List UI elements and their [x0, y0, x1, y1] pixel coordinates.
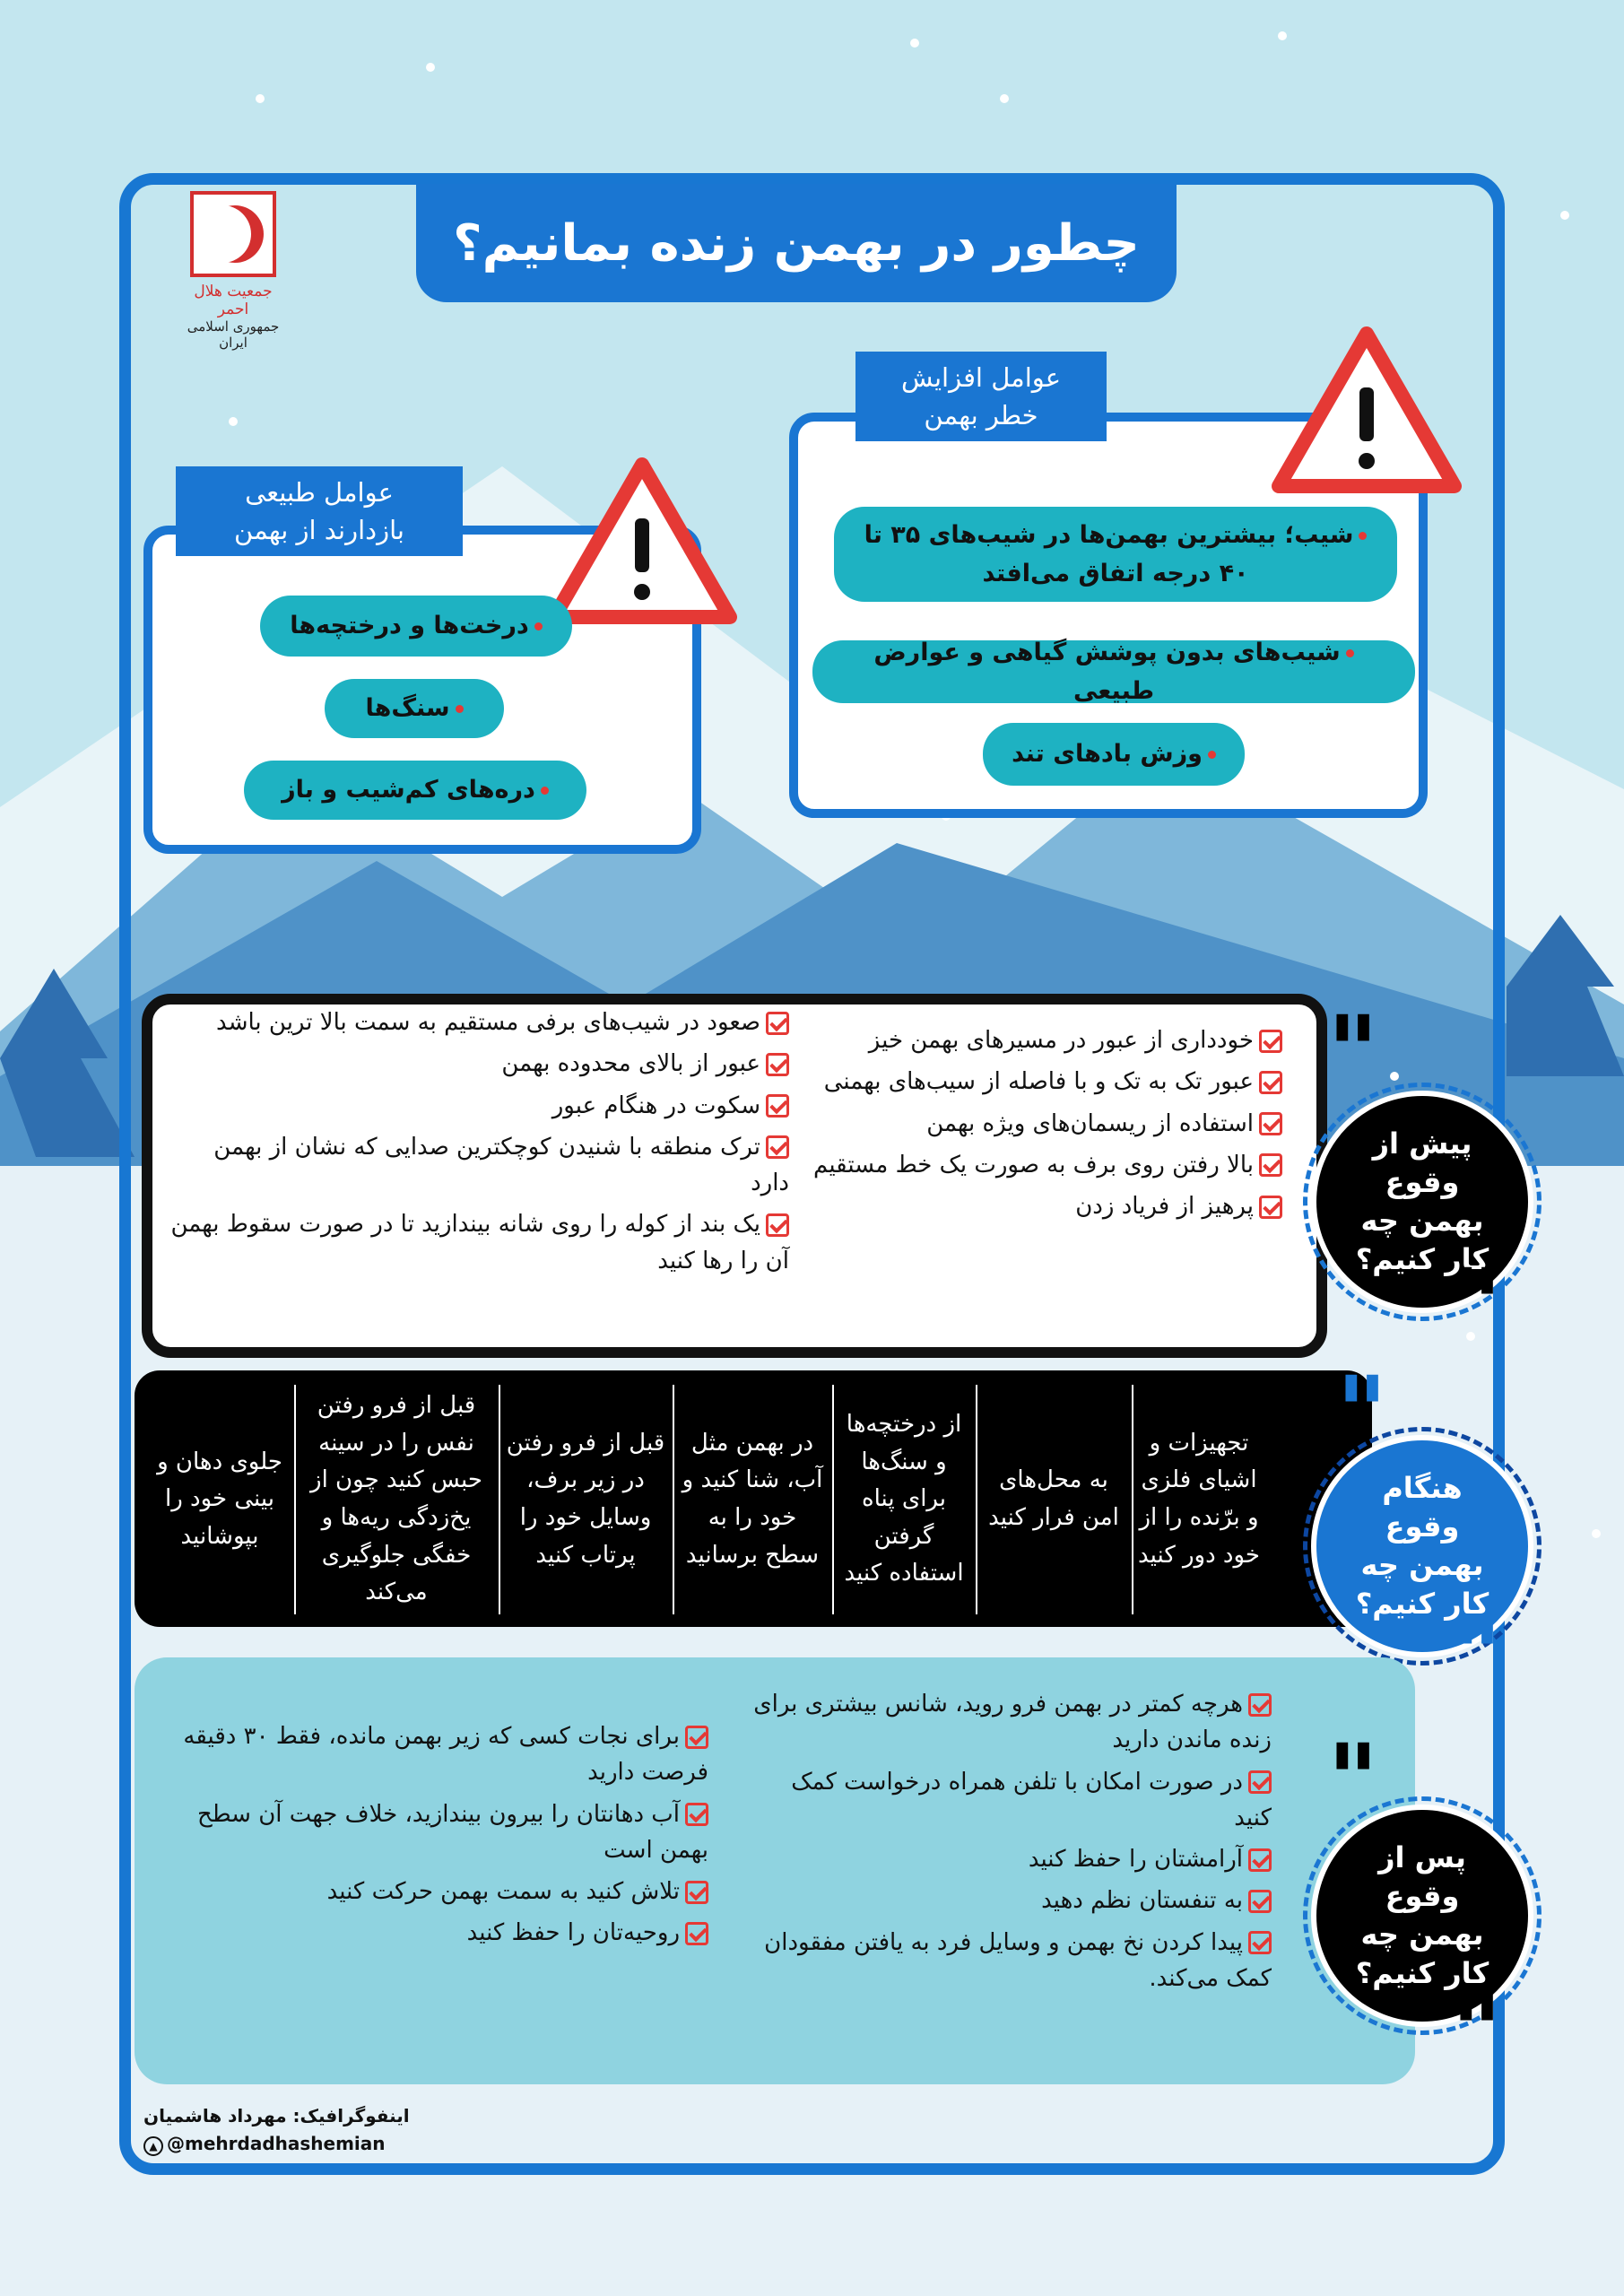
credit-text: اینفوگرافیک: مهرداد هاشمیان: [143, 2105, 410, 2126]
barrier-tab-line2: بازدارند از بهمن: [234, 515, 404, 545]
checkbox-icon: [1259, 1030, 1282, 1053]
checkbox-icon: [1259, 1196, 1282, 1219]
after-item: آرامشتان را حفظ کنید: [751, 1841, 1272, 1877]
checkbox-icon: [1259, 1112, 1282, 1135]
page-title: چطور در بهمن زنده بمانیم؟: [416, 184, 1177, 302]
during-cell: جلوی دهان و بینی خود را بپوشانید: [157, 1448, 282, 1550]
checkbox-icon: [685, 1726, 708, 1749]
checkbox-icon: [766, 1053, 789, 1076]
quote-icon: ": [1327, 994, 1379, 1109]
logo-line2: جمهوری اسلامی ایران: [187, 318, 280, 351]
before-item: سکوت در هنگام عبور: [170, 1088, 789, 1124]
quote-icon: ": [1327, 1722, 1379, 1838]
barrier-item: دره‌های کم‌شیب و باز: [244, 761, 586, 820]
warning-icon: [1272, 325, 1462, 495]
during-cell: قبل از فرو رفتن نفس را در سینه حبس کنید چون از یخ‌زدگی ریه‌ها و خفگی جلوگیری می‌کند: [310, 1392, 482, 1606]
during-cell: قبل از فرو رفتن در زیر برف، وسایل خود را پرتاب کنید: [506, 1429, 665, 1569]
divider: [499, 1385, 500, 1614]
risk-item: شیب‌های بدون پوشش گیاهی و عوارض طبیعی: [812, 640, 1415, 703]
telegram-handle: ▲ @mehrdadhashemian: [143, 2133, 386, 2156]
checkbox-icon: [685, 1803, 708, 1826]
checkbox-icon: [1248, 1770, 1272, 1794]
before-item: صعود در شیب‌های برفی مستقیم به سمت بالا ترین باشد: [170, 1004, 789, 1040]
risk-factors-tab: [855, 352, 1107, 441]
after-item: در صورت امکان با تلفن همراه درخواست کمک کنید: [791, 1768, 1272, 1831]
barrier-item: درخت‌ها و درختچه‌ها: [260, 596, 572, 657]
divider: [976, 1385, 977, 1614]
after-item: تلاش کنید به سمت بهمن حرکت کنید: [170, 1874, 708, 1909]
after-right-column: [751, 1686, 1272, 2002]
after-item: برای نجات کسی که زیر بهمن مانده، فقط ۳۰ دقیقه فرصت دارید: [183, 1723, 708, 1787]
before-badge-text: پیش از وقوع بهمن چه کار کنیم؟: [1355, 1126, 1489, 1277]
divider: [294, 1385, 296, 1614]
barrier-tab-line1: عوامل طبیعی: [245, 476, 394, 508]
risk-item: وزش بادهای تند: [983, 723, 1245, 786]
barrier-item: سنگ‌ها: [325, 679, 504, 738]
before-item: ترک منطقه با شنیدن کوچکترین صدایی که نشان از بهمن دارد: [213, 1133, 789, 1197]
during-cell: به محل‌های امن فرار کنید: [988, 1466, 1119, 1531]
during-cell: تجهیزات و اشیای فلزی و برّنده را از خود دور کنید: [1137, 1429, 1261, 1569]
before-left-column: [170, 1004, 789, 1284]
quote-icon: ": [1451, 1596, 1503, 1712]
checkbox-icon: [766, 1094, 789, 1118]
after-left-column: [170, 1718, 708, 1957]
crescent-icon: [190, 191, 276, 277]
before-item: عبور تک به تک و با فاصله از سیب‌های بهمنی: [798, 1064, 1282, 1100]
telegram-icon: ▲: [143, 2136, 163, 2156]
before-item: بالا رفتن روی برف به صورت یک خط مستقیم: [798, 1147, 1282, 1183]
before-right-column: [798, 1022, 1282, 1230]
checkbox-icon: [766, 1135, 789, 1159]
during-cell: در بهمن مثل آب، شنا کنید و خود را به سطح برسانید: [682, 1429, 823, 1569]
before-item: یک بند از کوله را روی شانه بیندازید تا در صورت سقوط بهمن آن را رها کنید: [170, 1211, 789, 1274]
divider: [673, 1385, 674, 1614]
checkbox-icon: [1259, 1153, 1282, 1177]
quote-icon: ": [1336, 1354, 1388, 1470]
logo-line1: جمعیت هلال احمر: [194, 283, 273, 318]
checkbox-icon: [1248, 1931, 1272, 1954]
after-item: روحیه‌تان را حفظ کنید: [170, 1915, 708, 1951]
checkbox-icon: [685, 1881, 708, 1904]
during-badge-text: هنگام وقوع بهمن چه کار کنیم؟: [1355, 1470, 1489, 1622]
after-item: پیدا کردن نخ بهمن و وسایل فرد به یافتن مفقودان کمک می‌کند.: [764, 1928, 1272, 1993]
after-item: هرچه کمتر در بهمن فرو روید، شانس بیشتری برای زنده ماندن دارید: [753, 1691, 1272, 1754]
quote-icon: ": [1451, 1247, 1503, 1362]
checkbox-icon: [766, 1213, 789, 1237]
checkbox-icon: [1248, 1890, 1272, 1913]
before-item: خودداری از عبور در مسیرهای بهمن خیز: [798, 1022, 1282, 1058]
risk-tab-line2: خطر بهمن: [924, 400, 1038, 430]
quote-icon: ": [1451, 1973, 1503, 2089]
checkbox-icon: [766, 1012, 789, 1035]
before-item: استفاده از ریسمان‌های ویژه بهمن: [798, 1106, 1282, 1142]
checkbox-icon: [1248, 1848, 1272, 1872]
during-cell: از درختچه‌ها و سنگ‌ها برای پناه گرفتن استفاده کنید: [844, 1411, 964, 1587]
divider: [1132, 1385, 1133, 1614]
risk-tab-line1: عوامل افزایش: [900, 361, 1062, 393]
before-item: عبور از بالای محدوده بهمن: [170, 1046, 789, 1082]
red-crescent-logo: [179, 191, 287, 361]
after-item: به تنفستان نظم دهید: [751, 1883, 1272, 1918]
divider: [832, 1385, 834, 1614]
after-item: آب دهانتان را بیرون بیندازید، خلاف جهت آن سطح بهمن است: [197, 1800, 708, 1864]
checkbox-icon: [1259, 1071, 1282, 1094]
checkbox-icon: [1248, 1693, 1272, 1717]
risk-item: شیب؛ بیشترین بهمن‌ها در شیب‌های ۳۵ تا ۴۰ درجه اتفاق می‌افتد: [834, 507, 1397, 602]
warning-icon: [547, 456, 737, 626]
before-item: پرهیز از فریاد زدن: [798, 1188, 1282, 1224]
natural-barriers-tab: [176, 466, 463, 556]
checkbox-icon: [685, 1922, 708, 1945]
after-badge-text: پس از وقوع بهمن چه کار کنیم؟: [1355, 1839, 1489, 1991]
